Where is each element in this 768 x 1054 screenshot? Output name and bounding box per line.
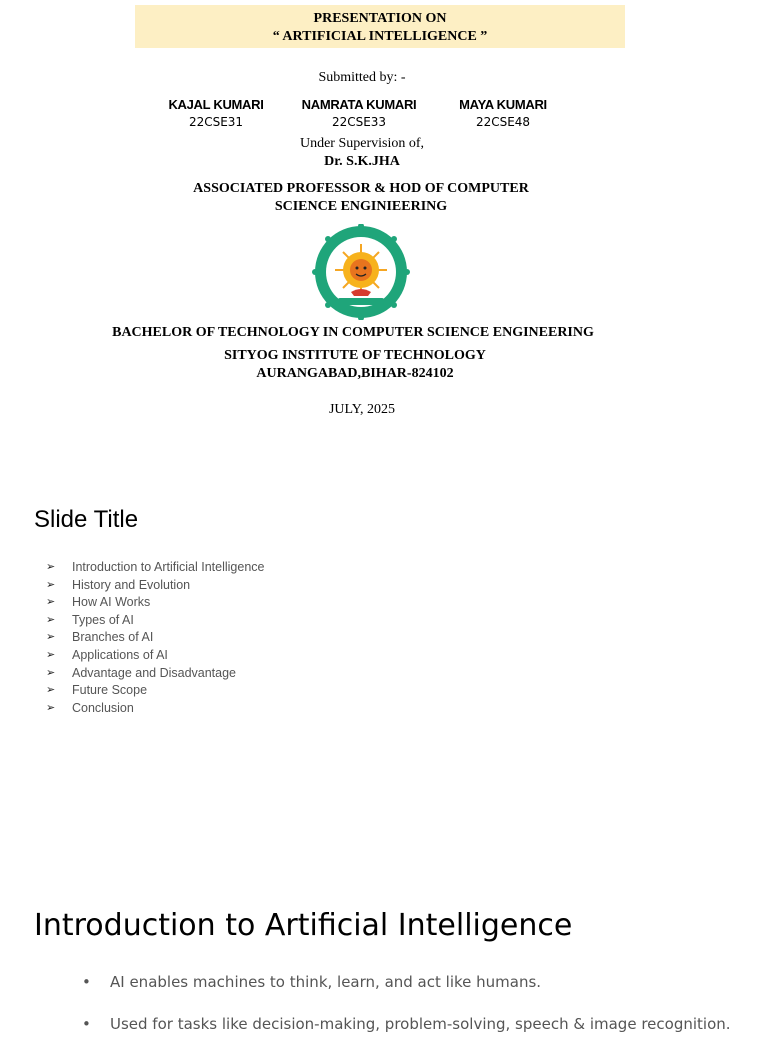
contents-item xyxy=(46,682,264,700)
contents-item-label: Introduction to Artificial Intelligence xyxy=(72,560,265,574)
student-roll: 22CSE31 xyxy=(188,115,244,129)
contents-item xyxy=(46,647,264,665)
student-name: KAJAL KUMARI xyxy=(168,97,264,112)
arrow-bullet-icon: ➢ xyxy=(46,561,56,573)
contents-item-label: History and Evolution xyxy=(72,577,191,592)
student-3 xyxy=(433,97,573,129)
bullet-dot-icon: • xyxy=(82,973,91,991)
student-roll: 22CSE33 xyxy=(331,115,387,129)
contents-item xyxy=(46,612,264,630)
arrow-bullet-icon: ➢ xyxy=(46,578,56,591)
student-1 xyxy=(146,97,286,129)
presentation-title: “ ARTIFICIAL INTELLIGENCE ” xyxy=(272,29,488,44)
intro-bullet xyxy=(82,1012,768,1036)
intro-bullet-text: Used for tasks like decision-making, problem-solving, speech & image recognition. xyxy=(110,1015,731,1033)
contents-list xyxy=(46,559,264,717)
intro-bullet-text: AI enables machines to think, learn, and act like humans. xyxy=(110,973,542,991)
contents-item xyxy=(46,594,264,612)
contents-item xyxy=(46,700,264,718)
student-name: NAMRATA KUMARI xyxy=(301,97,417,112)
arrow-bullet-icon: ➢ xyxy=(46,666,56,679)
contents-item-label: Branches of AI xyxy=(72,630,154,645)
contents-item-label: How AI Works xyxy=(72,595,151,610)
intro-bullet-list xyxy=(82,970,768,1054)
student-2 xyxy=(289,97,429,129)
contents-item xyxy=(46,629,264,647)
intro-heading: Introduction to Artificial Intelligence xyxy=(34,908,573,943)
arrow-bullet-icon: ➢ xyxy=(46,613,56,626)
supervisor-name: Dr. S.K.JHA xyxy=(324,154,400,169)
presentation-date: JULY, 2025 xyxy=(328,402,395,417)
contents-item-label: Applications of AI xyxy=(72,647,168,662)
student-roll: 22CSE48 xyxy=(475,115,531,129)
intro-bullet xyxy=(82,970,768,994)
designation-line: SCIENCE ENGINIEERING xyxy=(274,199,448,214)
institute-address: AURANGABAD,BIHAR-824102 xyxy=(256,366,454,381)
contents-item-label: Types of AI xyxy=(72,612,134,627)
title-band xyxy=(135,5,625,48)
arrow-bullet-icon: ➢ xyxy=(46,631,56,644)
submitted-by-label: Submitted by: - xyxy=(318,70,406,85)
contents-heading: Slide Title xyxy=(34,506,139,533)
degree-title: BACHELOR OF TECHNOLOGY IN COMPUTER SCIENCE ENGINEERING xyxy=(112,325,594,340)
arrow-bullet-icon: ➢ xyxy=(46,648,56,661)
bullet-dot-icon: • xyxy=(82,1015,91,1033)
arrow-bullet-icon: ➢ xyxy=(46,684,56,697)
arrow-bullet-icon: ➢ xyxy=(46,596,56,609)
designation-line: ASSOCIATED PROFESSOR & HOD OF COMPUTER xyxy=(193,181,529,196)
contents-item xyxy=(46,577,264,595)
institute-logo xyxy=(304,224,418,320)
supervision-label: Under Supervision of, xyxy=(299,136,425,151)
institute-block xyxy=(0,347,710,383)
arrow-bullet-icon: ➢ xyxy=(46,701,56,714)
contents-item-label: Conclusion xyxy=(72,700,134,715)
contents-item xyxy=(46,665,264,683)
contents-item xyxy=(46,559,264,577)
institute-name: SITYOG INSTITUTE OF TECHNOLOGY xyxy=(224,348,486,363)
supervisor-designation xyxy=(0,180,722,216)
supervision-block xyxy=(0,135,724,171)
presentation-label: PRESENTATION ON xyxy=(313,11,447,26)
contents-item-label: Advantage and Disadvantage xyxy=(72,665,237,680)
student-name: MAYA KUMARI xyxy=(459,97,547,112)
contents-item-label: Future Scope xyxy=(72,683,148,698)
